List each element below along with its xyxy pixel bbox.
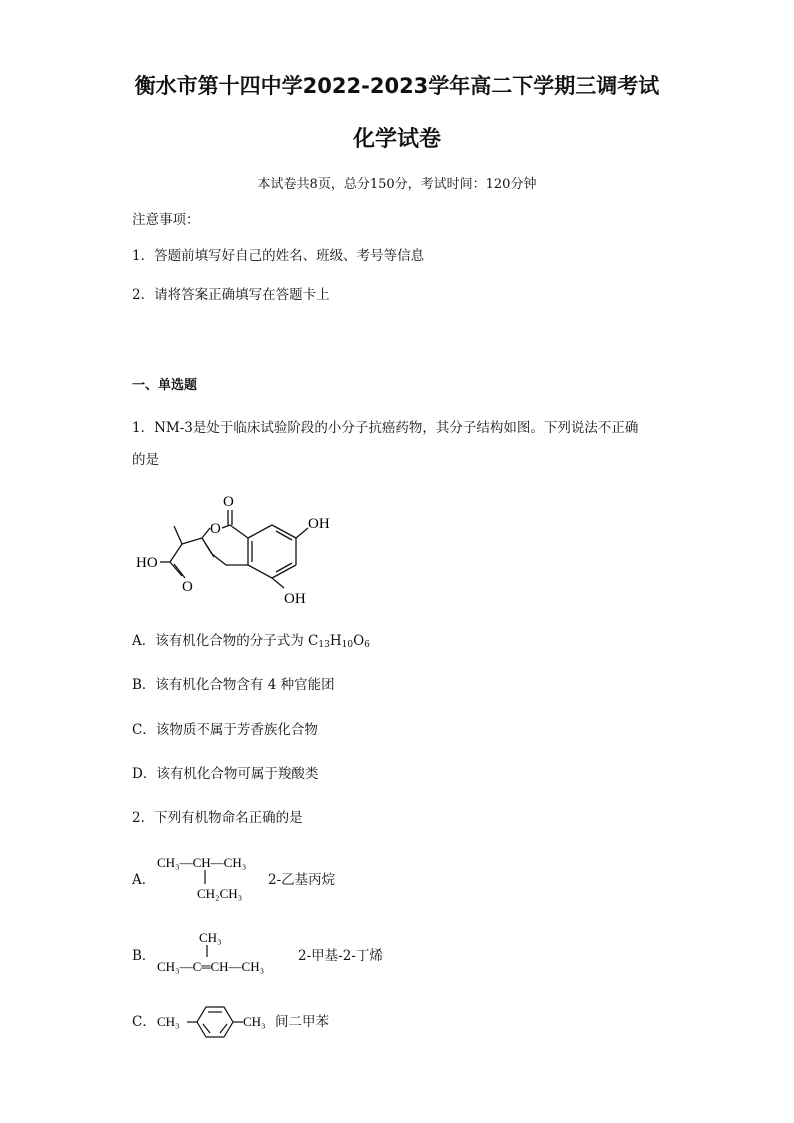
formula-main: CH₃—C═CH—CH₃: [157, 959, 265, 974]
q1-option-d: D．该有机化合物可属于羧酸类: [132, 766, 319, 782]
exam-title: 衡水市第十四中学2022-2023学年高二下学期三调考试: [134, 74, 660, 98]
q2-option-c-name: 间二甲苯: [275, 1014, 329, 1030]
exam-subject: 化学试卷: [352, 127, 441, 152]
q2-option-c-structure: [157, 1002, 275, 1042]
section-heading: 一、单选题: [132, 378, 198, 393]
q1-stem-line1: 1．NM-3是处于临床试验阶段的小分子抗癌药物，其分子结构如图。下列说法不正确: [132, 420, 639, 436]
q1-option-a: A．该有机化合物的分子式为 $C_{13}H_{10}O_6$: [132, 633, 370, 650]
formula-right: CH₃: [243, 1014, 266, 1029]
q1-option-c: C．该物质不属于芳香族化合物: [132, 722, 318, 738]
note-item: 1．答题前填写好自己的姓名、班级、考号等信息: [132, 248, 425, 264]
ho-left-label: HO: [136, 555, 158, 571]
q2-option-a-label: A．: [132, 872, 156, 888]
o-ring-label: O: [210, 521, 221, 537]
q1-option-b: B．该有机化合物含有 4 种官能团: [132, 677, 335, 693]
note-item: 2．请将答案正确填写在答题卡上: [132, 287, 330, 303]
q2-option-b-label: B．: [132, 948, 156, 964]
nm3-structure: [130, 488, 330, 613]
notes-heading: 注意事项：: [132, 212, 200, 228]
oh-top-label: OH: [308, 516, 330, 532]
formula-left: CH₃: [157, 1014, 180, 1029]
formula-branch: CH₂CH₃: [197, 886, 243, 901]
q2-option-b-name: 2-甲基-2-丁烯: [298, 948, 383, 964]
oh-bottom-label: OH: [284, 591, 306, 607]
q2-option-a-structure: [155, 850, 270, 905]
q2-stem: 2．下列有机物命名正确的是: [132, 810, 303, 826]
o-acid-label: O: [182, 579, 193, 595]
formula-top: CH₃: [199, 930, 222, 945]
q1-stem-line2: 的是: [132, 452, 159, 468]
o-carbonyl-label: O: [223, 494, 234, 510]
q2-option-b-structure: [155, 928, 295, 978]
exam-info: 本试卷共8页，总分150分，考试时间：120分钟: [257, 177, 537, 192]
q2-option-c-label: C．: [132, 1014, 156, 1030]
q2-option-a-name: 2-乙基丙烷: [268, 872, 336, 888]
formula-main: CH₃—CH—CH₃: [157, 855, 247, 870]
